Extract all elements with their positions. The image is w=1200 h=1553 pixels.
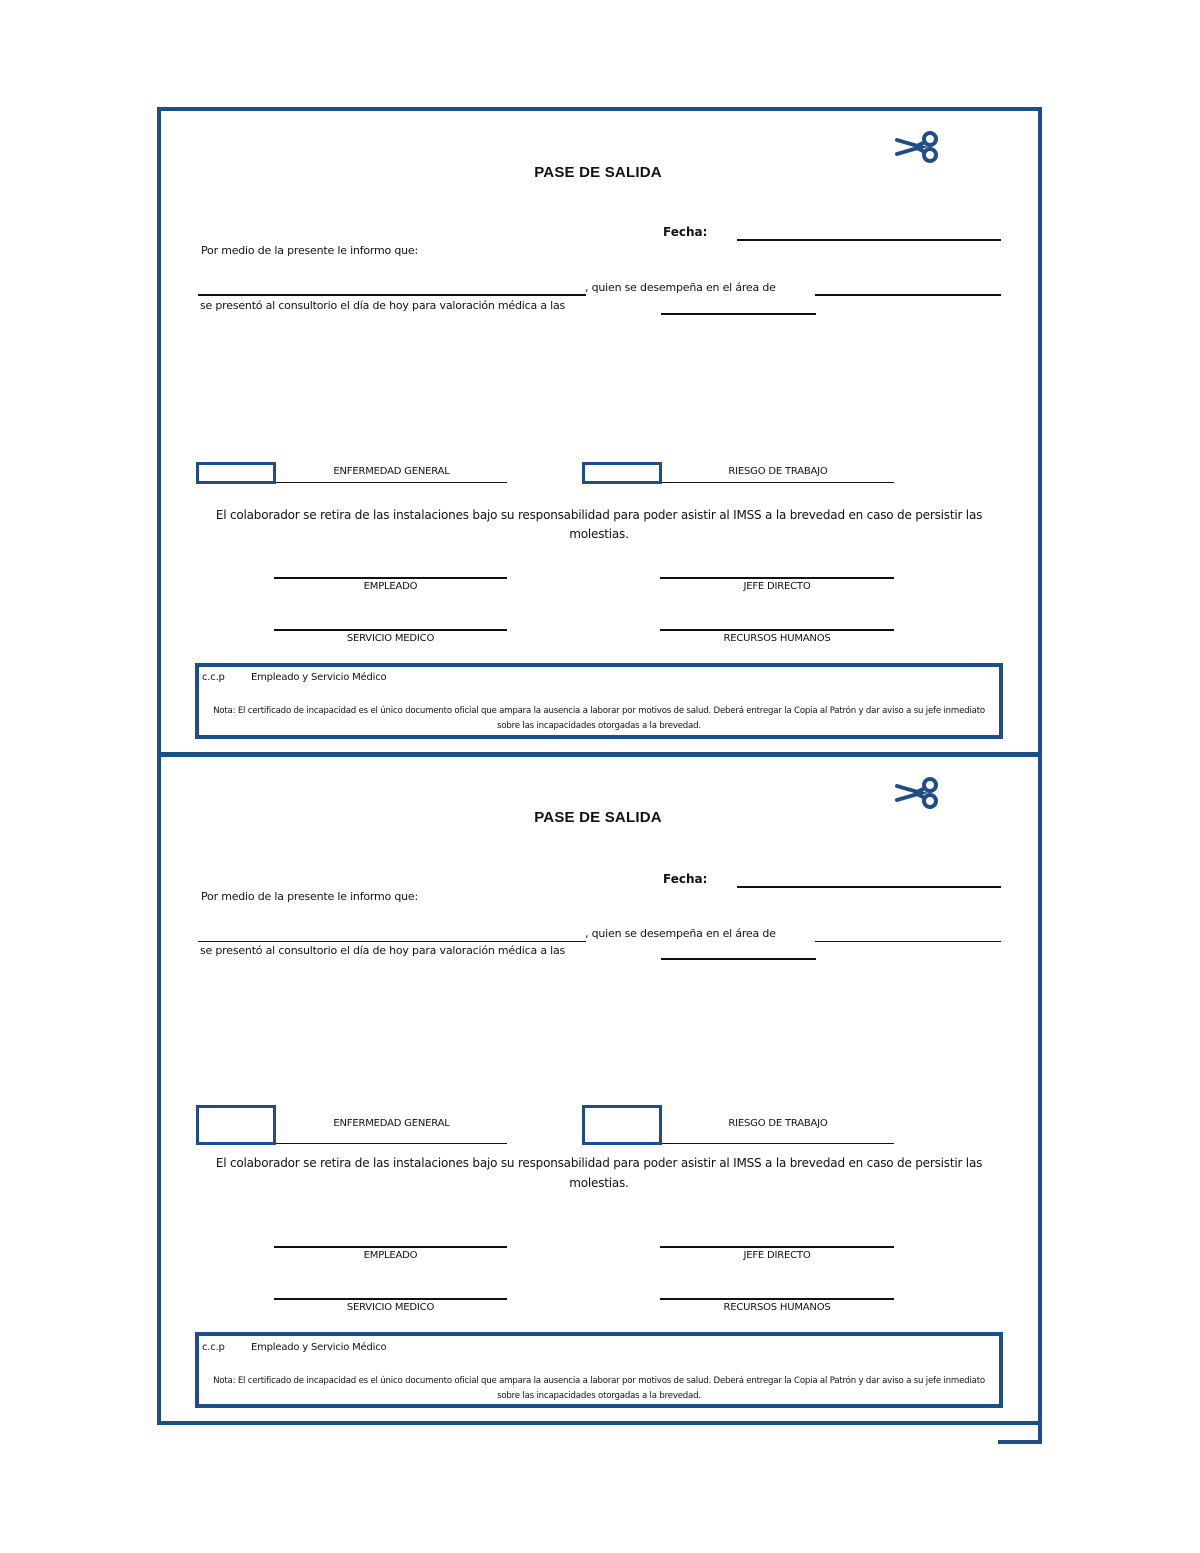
signature-line-rh[interactable] [660,1298,894,1300]
note-box [195,1332,1003,1408]
frame-right [1038,107,1042,1444]
signature-label-servicio: SERVICIO MEDICO [346,1302,435,1313]
time-input-line[interactable] [661,958,816,960]
enfermedad-general-label: ENFERMEDAD GENERAL [333,466,450,477]
note-box [195,663,1003,739]
responsibility-statement: El colaborador se retira de las instalaciones bajo su responsabilidad para poder asistir al IMSS a la brevedad en caso de persistir las molestias. [215,1156,983,1190]
signature-label-servicio: SERVICIO MEDICO [346,633,435,644]
scissors-icon [895,131,941,163]
intro-text: Por medio de la presente le informo que: [201,244,419,257]
signature-label-jefe: JEFE DIRECTO [743,581,811,592]
area-input-line[interactable] [815,294,1001,296]
frame-tail [998,1440,1042,1444]
ccp-label: c.c.p [202,1342,225,1353]
riesgo-trabajo-line [662,482,894,483]
enfermedad-general-line [276,482,507,483]
area-text: , quien se desempeña en el área de [585,927,776,940]
signature-label-rh: RECURSOS HUMANOS [723,633,831,644]
signature-line-empleado[interactable] [274,1246,507,1248]
enfermedad-general-line [276,1143,507,1144]
consult-text: se presentó al consultorio el día de hoy para valoración médica a las [200,944,566,957]
signature-line-jefe[interactable] [660,1246,894,1248]
frame-left [157,107,161,1425]
time-input-line[interactable] [661,313,816,315]
fecha-label: Fecha: [663,872,708,886]
riesgo-trabajo-label: RIESGO DE TRABAJO [728,1118,828,1129]
note-text: Nota: El certificado de incapacidad es el único documento oficial que ampara la ausencia a laborar por motivos de salud. Deberá entregar la Copia al Patrón y dar aviso a su jefe inmediato sobre las incapacidades otorgadas a la brevedad. [213,1376,985,1401]
signature-line-servicio[interactable] [274,1298,507,1300]
scissors-icon [895,777,941,809]
riesgo-trabajo-line [662,1143,894,1144]
fecha-input-line[interactable] [737,239,1001,241]
employee-name-line[interactable] [198,941,586,942]
signature-label-empleado: EMPLEADO [363,1250,418,1261]
fecha-input-line[interactable] [737,886,1001,888]
signature-label-rh: RECURSOS HUMANOS [723,1302,831,1313]
form-title: PASE DE SALIDA [534,164,662,181]
signature-label-empleado: EMPLEADO [363,581,418,592]
signature-line-jefe[interactable] [660,577,894,579]
ccp-label: c.c.p [202,672,225,683]
responsibility-statement: El colaborador se retira de las instalaciones bajo su responsabilidad para poder asistir al IMSS a la brevedad en caso de persistir las molestias. [215,508,983,541]
signature-line-servicio[interactable] [274,629,507,631]
ccp-value: Empleado y Servicio Médico [251,672,387,683]
frame-divider [157,752,1042,757]
checkbox-enfermedad-general[interactable] [196,462,276,484]
consult-text: se presentó al consultorio el día de hoy para valoración médica a las [200,299,566,312]
riesgo-trabajo-label: RIESGO DE TRABAJO [728,466,828,477]
frame-bottom [157,1421,1042,1425]
checkbox-enfermedad-general[interactable] [196,1105,276,1145]
note-text: Nota: El certificado de incapacidad es el único documento oficial que ampara la ausencia a laborar por motivos de salud. Deberá entregar la Copia al Patrón y dar aviso a su jefe inmediato sobre las incapacidades otorgadas a la brevedad. [213,706,985,731]
form-title: PASE DE SALIDA [534,809,662,826]
checkbox-riesgo-trabajo[interactable] [582,1105,662,1145]
signature-line-empleado[interactable] [274,577,507,579]
signature-label-jefe: JEFE DIRECTO [743,1250,811,1261]
enfermedad-general-label: ENFERMEDAD GENERAL [333,1118,450,1129]
area-text: , quien se desempeña en el área de [585,281,776,294]
checkbox-riesgo-trabajo[interactable] [582,462,662,484]
frame-top [157,107,1042,111]
fecha-label: Fecha: [663,225,708,239]
intro-text: Por medio de la presente le informo que: [201,890,419,903]
signature-line-rh[interactable] [660,629,894,631]
ccp-value: Empleado y Servicio Médico [251,1342,387,1353]
employee-name-line[interactable] [198,294,586,296]
area-input-line[interactable] [815,941,1001,942]
